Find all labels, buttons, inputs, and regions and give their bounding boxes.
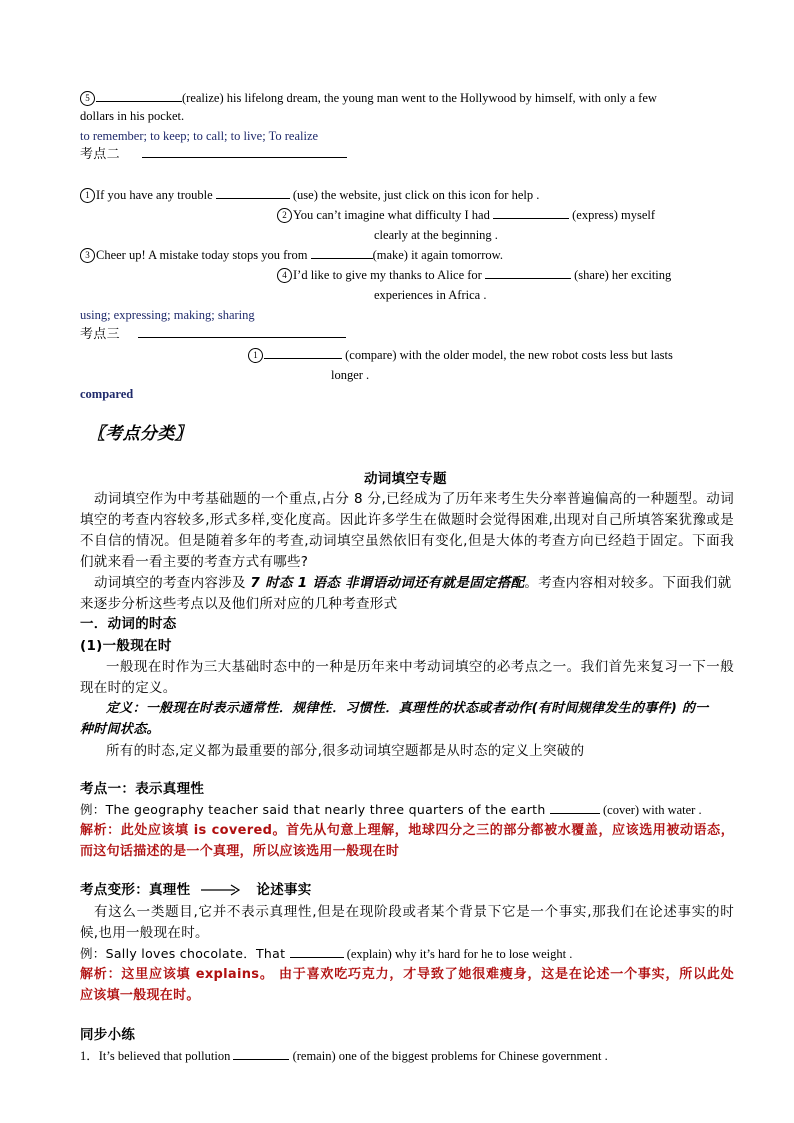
variant-analysis-l2: 应该填一般现在时。 <box>80 988 200 1003</box>
practice-title: 同步小练 <box>80 1027 136 1043</box>
kaodian3-q1: 1 (compare) with the older model, the new robot costs less but lasts <box>248 345 673 365</box>
section-1-title: 一．动词的时态 <box>80 616 177 632</box>
answer-key-3: compared <box>80 387 134 401</box>
definition-l1: 定义：一般现在时表示通常性．规律性．习惯性．真理性的状态或者动作(有时间规律发生的事件) 的一 <box>106 701 709 716</box>
answer-blank[interactable] <box>485 266 571 279</box>
answer-blank[interactable] <box>96 89 182 102</box>
kaodian2-q2: 2 You can’t imagine what difficulty I had (express) myself <box>277 205 655 225</box>
variant-title: 考点变形：真理性 论述事实 <box>80 882 312 898</box>
variant-analysis-l1: 解析：这里应该填 explains。 由于喜欢吃巧克力，才导致了她很难瘦身，这是在论述一个事实，所以此处 <box>80 967 734 982</box>
kaodian2-q1: 1 If you have any trouble (use) the website, just click on this icon for help . <box>80 185 539 205</box>
kaodian3-heading: 考点三 <box>80 325 346 345</box>
answer-key-1: to remember; to keep; to call; to live; To realize <box>80 129 319 143</box>
circled-number: 5 <box>80 91 95 106</box>
practice-q1: 1．It’s believed that pollution (remain) one of the biggest problems for Chinese government . <box>80 1049 608 1063</box>
kaodian2-q4: 4 I’d like to give my thanks to Alice for (share) her exciting <box>277 265 671 285</box>
heading-blank <box>142 145 347 158</box>
heading-blank <box>138 325 346 338</box>
section-1-p1-l1: 一般现在时作为三大基础时态中的一种是历年来中考动词填空的必考点之一。我们首先来复习一下一般 <box>106 659 734 675</box>
definition-l2: 种时间状态。 <box>80 722 160 737</box>
intro-line-1: 动词填空作为中考基础题的一个重点,占分 8 分,已经成为了历年来考生失分率普遍偏高的一种题型。动词 <box>94 491 734 507</box>
answer-blank[interactable] <box>264 346 342 359</box>
answer-blank[interactable] <box>290 945 344 958</box>
kaodian2-q2-cont: clearly at the beginning . <box>374 228 498 242</box>
classify-heading: 〖考点分类〗 <box>88 424 192 444</box>
kaodian2-heading: 考点二 <box>80 145 347 165</box>
kaodian2-q3: 3 Cheer up! A mistake today stops you from (make) it again tomorrow. <box>80 245 503 265</box>
variant-p-l1: 有这么一类题目,它并不表示真理性,但是在现阶段或者某个背景下它是一个事实,那我们在论述事实的时 <box>94 904 734 920</box>
intro-line-6: 来逐步分析这些考点以及他们所对应的几种考查形式 <box>80 596 398 612</box>
section-1-p2: 所有的时态,定义都为最重要的部分,很多动词填空题都是从时态的定义上突破的 <box>106 743 585 759</box>
intro-line-2: 填空的考查内容较多,形式多样,变化度高。因此许多学生在做题时会觉得困难,出现对自己所填答案犹豫或是 <box>80 512 734 528</box>
point-1-analysis-l1: 解析：此处应该填 is covered。首先从句意上理解，地球四分之三的部分都被水覆盖，应该选用被动语态， <box>80 823 734 838</box>
variant-example: 例：Sally loves chocolate．That (explain) why it’s hard for he to lose weight . <box>80 946 573 961</box>
arrow-right-icon <box>201 884 243 896</box>
point-1-example: 例：The geography teacher said that nearly three quarters of the earth (cover) with water . <box>80 802 702 817</box>
section-1-sub: (1)一般现在时 <box>80 638 172 654</box>
exercise-5: 5 (realize) his lifelong dream, the young man went to the Hollywood by himself, with only a few <box>80 88 657 108</box>
exercise-5-cont: dollars in his pocket. <box>80 109 185 123</box>
answer-key-2: using; expressing; making; sharing <box>80 308 255 322</box>
answer-blank[interactable] <box>233 1047 289 1060</box>
answer-blank[interactable] <box>216 186 290 199</box>
intro-line-4: 们就来看一看主要的考查方式有哪些? <box>80 554 309 570</box>
answer-blank[interactable] <box>311 246 373 259</box>
point-1-analysis-l2: 而这句话描述的是一个真理，所以应该选用一般现在时 <box>80 844 400 859</box>
intro-line-3: 不自信的情况。但是随着多年的考查,动词填空虽然依旧有变化,但是大体的考查方向已经趋于固定。下面我 <box>80 533 734 549</box>
kaodian3-q1-cont: longer . <box>331 368 370 382</box>
topic-title: 动词填空专题 <box>364 471 447 487</box>
answer-blank[interactable] <box>493 206 569 219</box>
kaodian2-q4-cont: experiences in Africa . <box>374 288 487 302</box>
intro-line-5: 动词填空的考查内容涉及 7 时态 1 语态 非谓语动词还有就是固定搭配。考查内容相对较多。下面我们就 <box>94 575 732 591</box>
answer-blank[interactable] <box>550 801 600 814</box>
point-1-title: 考点一：表示真理性 <box>80 781 205 797</box>
variant-p-l2: 候,也用一般现在时。 <box>80 925 209 941</box>
section-1-p1-l2: 现在时的定义。 <box>80 680 177 696</box>
